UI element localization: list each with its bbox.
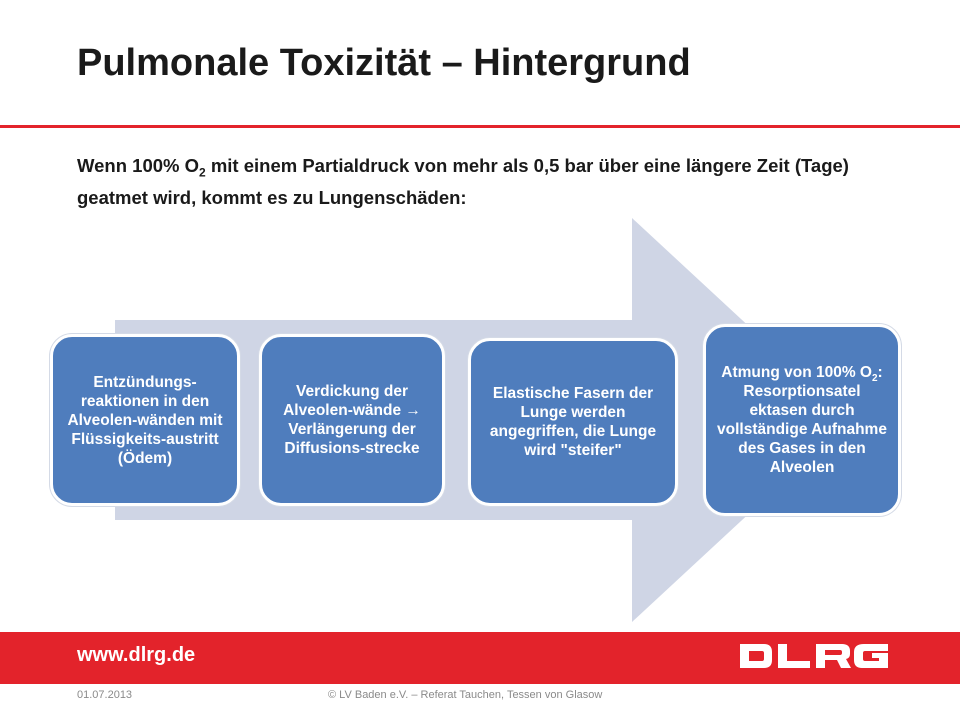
step-box-1 xyxy=(50,334,240,506)
step-3-text: Elastische Fasern der Lunge werden angegriffen, die Lunge wird "steifer" xyxy=(489,385,657,459)
slide-title: Pulmonale Toxizität – Hintergrund xyxy=(77,42,691,84)
dlrg-logo xyxy=(738,640,890,672)
step-box-4 xyxy=(703,324,901,516)
footer-copyright: © LV Baden e.V. – Referat Tauchen, Tessen von Glasow xyxy=(328,689,603,701)
step-4-part2: : Resorptionsatel ektasen durch vollständige Aufnahme des Gases in den Alveolen xyxy=(717,364,887,476)
intro-subscript: 2 xyxy=(199,165,206,180)
step-4-subscript: 2 xyxy=(871,373,878,385)
step-4-part1: Atmung von 100% O xyxy=(721,364,872,381)
footer-date: 01.07.2013 xyxy=(77,689,133,701)
intro-part2: mit einem Partialdruck von mehr als 0,5 bar über eine längere Zeit (Tage) geatmet wird, kommt es zu Lungenschäden: xyxy=(77,155,849,208)
footer-url[interactable]: www.dlrg.de xyxy=(77,644,196,666)
step-1-text: Entzündungs-reaktionen in den Alveolen-wänden mit Flüssigkeits-austritt (Ödem) xyxy=(67,373,223,467)
step-2-text: Verdickung der Alveolen-wände → Verlängerung der Diffusions-strecke xyxy=(283,383,421,457)
step-4-text xyxy=(714,363,890,477)
intro-part1: Wenn 100% O xyxy=(77,155,200,176)
step-box-3 xyxy=(468,338,678,506)
step-box-2 xyxy=(259,334,445,506)
